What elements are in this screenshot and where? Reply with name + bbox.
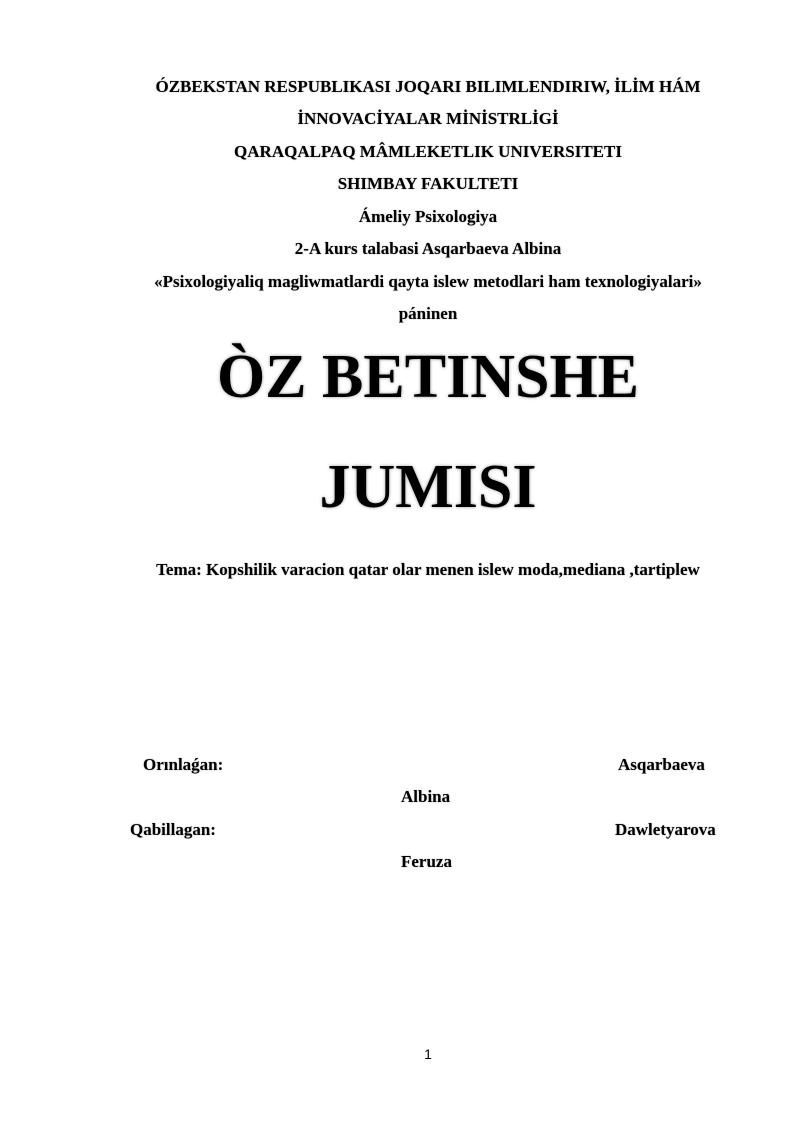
university-name: QARAQALPAQ MÂMLEKETLIK UNIVERSITETI <box>234 142 622 161</box>
performer-surname: Asqarbaeva <box>618 755 705 774</box>
topic: Tema: Kopshilik varacion qatar olar menen islew moda,mediana ,tartiplew <box>156 560 700 579</box>
document-title-line-2: JUMISI <box>319 453 537 521</box>
faculty-name: SHIMBAY FAKULTETI <box>337 174 519 193</box>
supervisor-name: Feruza <box>401 852 452 871</box>
subject-name: «Psixologiyaliq magliwmatlardi qayta islew metodlari ham texnologiyalari» <box>154 272 702 291</box>
specialty-name: Ámeliy Psixologiya <box>358 207 498 226</box>
student-info: 2-A kurs talabasi Asqarbaeva Albina <box>294 239 562 258</box>
subject-suffix: páninen <box>398 304 458 323</box>
supervisor-label: Qabillagan: <box>130 820 216 839</box>
performer-label: Orınlaǵan: <box>143 755 224 774</box>
document-title-line-1: ÒZ BETINSHE <box>216 343 640 411</box>
performer-name: Albina <box>401 787 451 806</box>
supervisor-surname: Dawletyarova <box>615 820 716 839</box>
page-number: 1 <box>424 1046 432 1062</box>
ministry-line-1: ÓZBEKSTAN RESPUBLIKASI JOQARI BILIMLENDIRIW, İLİM HÁM <box>155 77 701 96</box>
ministry-line-2: İNNOVACİYALAR MİNİSTRLİGİ <box>297 109 559 128</box>
